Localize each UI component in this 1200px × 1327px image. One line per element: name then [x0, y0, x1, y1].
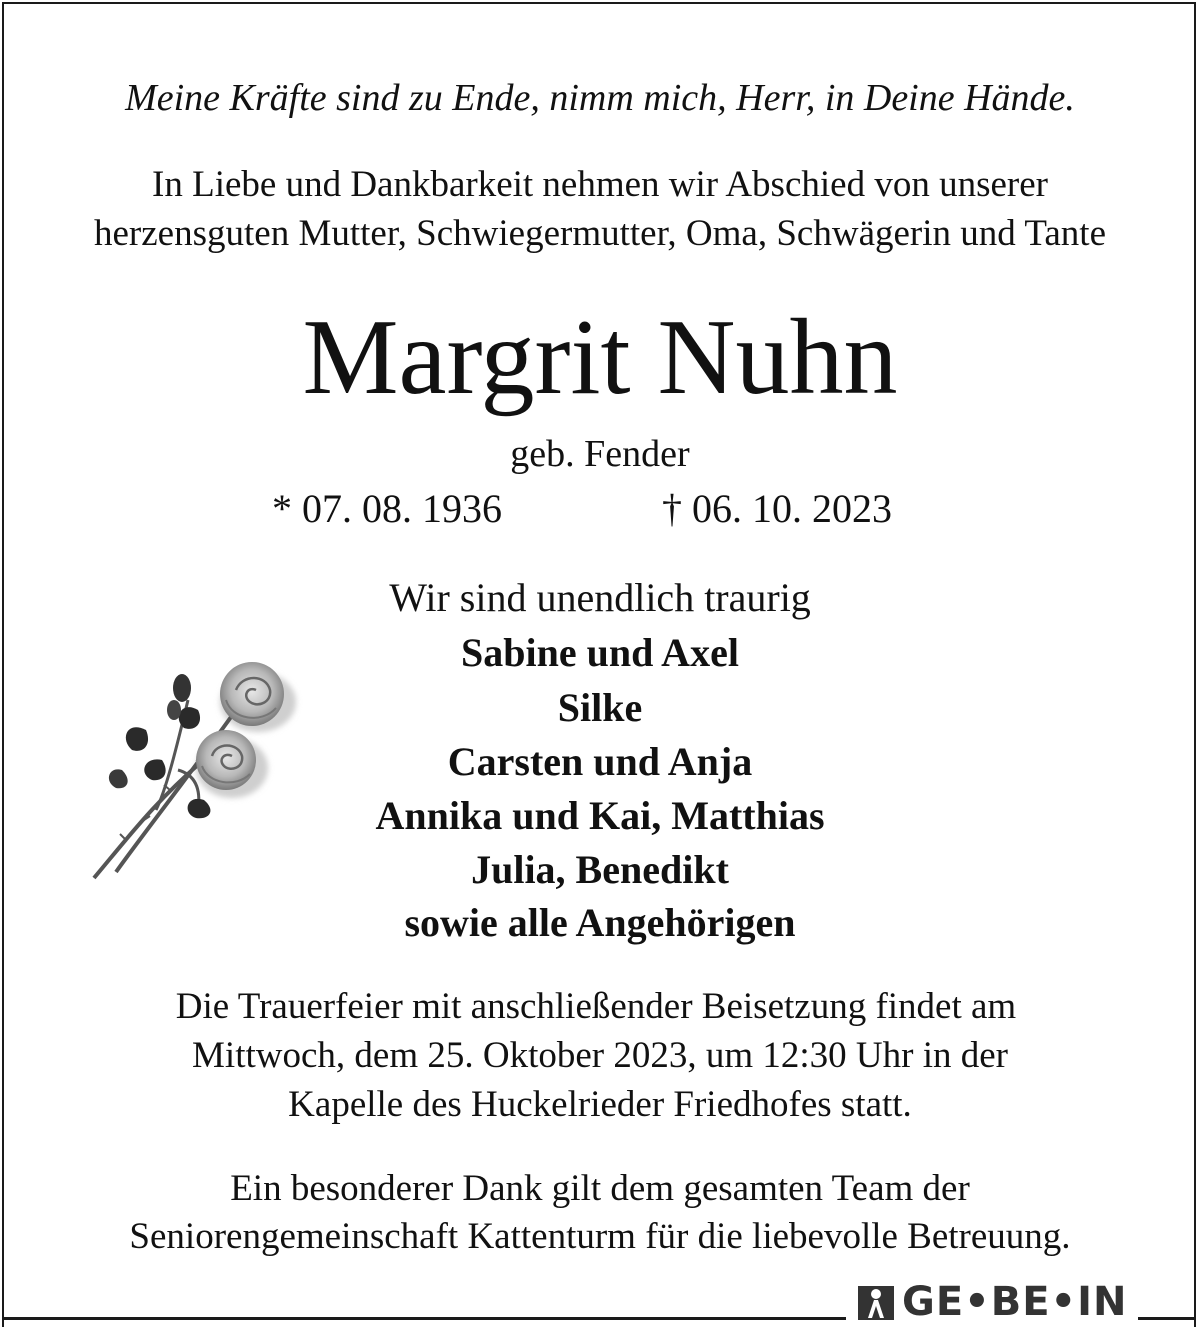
maiden-name: geb. Fender	[510, 433, 690, 475]
ceremony-line-3: Kapelle des Huckelrieder Friedhofes statt.	[288, 1084, 912, 1125]
bottom-divider	[4, 1317, 846, 1320]
family-member-line: Annika und Kai, Matthias	[375, 793, 825, 838]
ceremony-line-2: Mittwoch, dem 25. Oktober 2023, um 12:30 Uhr in der	[192, 1035, 1008, 1076]
rose-icon	[86, 650, 306, 890]
death-date: † 06. 10. 2023	[662, 486, 892, 531]
thanks-line-2: Seniorengemeinschaft Kattenturm für die liebevolle Betreuung.	[129, 1216, 1071, 1257]
publisher-logo	[858, 1280, 1127, 1324]
intro-line-1: In Liebe und Dankbarkeit nehmen wir Abschied von unserer	[152, 164, 1048, 205]
family-member-line: sowie alle Angehörigen	[404, 900, 796, 945]
family-member-line: Carsten und Anja	[447, 739, 753, 784]
family-member-line: Sabine und Axel	[461, 630, 739, 675]
motto-quote: Meine Kräfte sind zu Ende, nimm mich, Herr, in Deine Hände.	[125, 77, 1075, 119]
intro-line-2: herzensguten Mutter, Schwiegermutter, Oma, Schwägerin und Tante	[94, 213, 1106, 254]
person-emblem-icon	[858, 1284, 894, 1320]
family-member-line: Julia, Benedikt	[471, 847, 729, 892]
mourning-line: Wir sind unendlich traurig	[389, 575, 811, 620]
deceased-name: Margrit Nuhn	[302, 298, 898, 417]
publisher-logo-text: GE•BE•IN	[902, 1279, 1128, 1325]
thanks-line-1: Ein besonderer Dank gilt dem gesamten Team der	[230, 1168, 970, 1209]
bottom-divider	[1138, 1317, 1196, 1320]
birth-date: * 07. 08. 1936	[272, 486, 502, 531]
family-member-line: Silke	[557, 685, 643, 730]
ceremony-line-1: Die Trauerfeier mit anschließender Beisetzung findet am	[175, 986, 1017, 1027]
